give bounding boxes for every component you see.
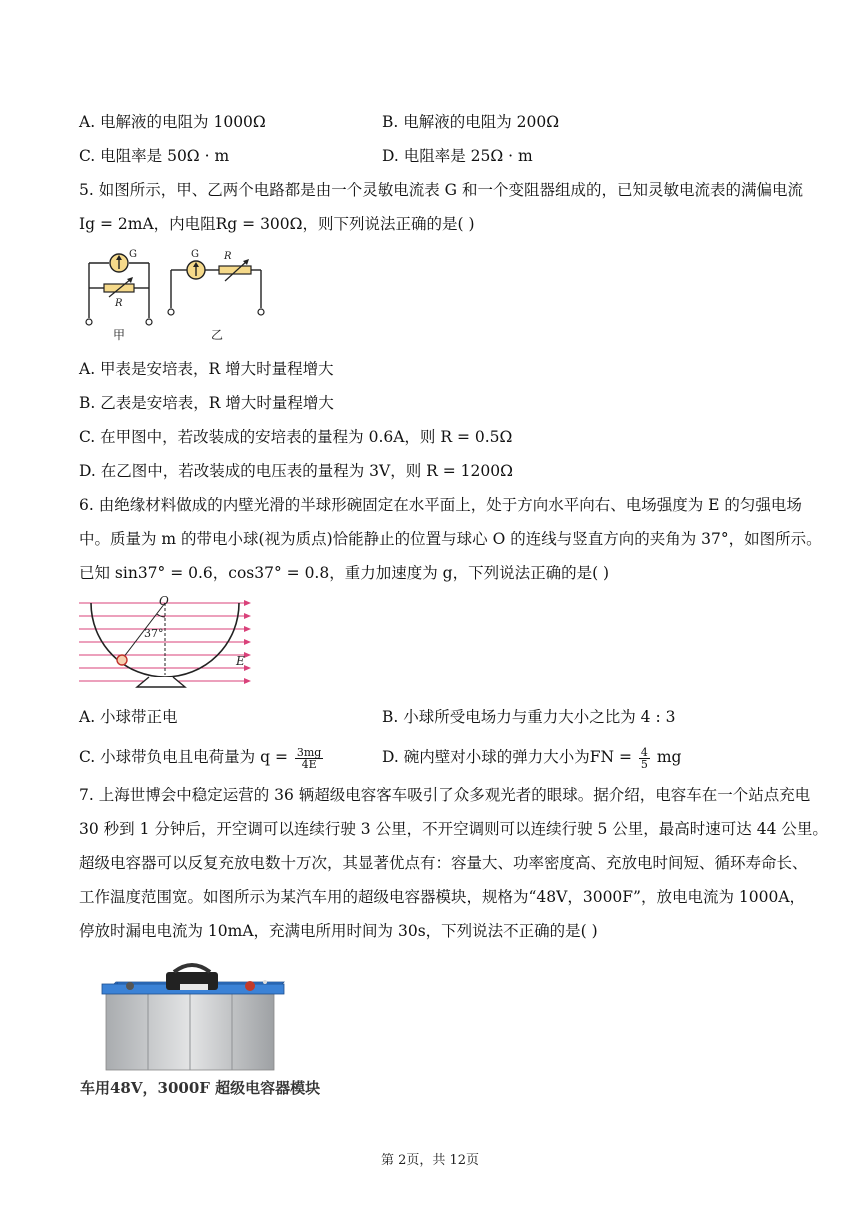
rheostat-icon xyxy=(104,284,134,292)
q6-option-d xyxy=(382,741,681,773)
bowl-base xyxy=(137,677,185,687)
q6-bowl-figure xyxy=(79,595,254,695)
q4-option-c: C. 电阻率是 50Ω · m xyxy=(79,147,230,165)
fraction-numerator: 3mg xyxy=(296,745,322,759)
q4-option-a: A. 电解液的电阻为 1000Ω xyxy=(79,113,266,131)
q5-option-b: B. 乙表是安培表，R 增大时量程增大 xyxy=(79,394,334,412)
q7-stem-line4: 工作温度范围宽。如图所示为某汽车用的超级电容器模块，规格为“48V，3000F”，放电电流为 1000A， xyxy=(79,888,806,906)
fraction-denominator: 5 xyxy=(640,757,648,771)
q5-option-a: A. 甲表是安培表，R 增大时量程增大 xyxy=(79,360,334,378)
q6-option-c-fraction xyxy=(295,747,323,770)
q6-option-a: A. 小球带正电 xyxy=(79,708,178,726)
label-r-yi: R xyxy=(224,251,232,262)
q6-option-d-tail: mg xyxy=(656,748,682,766)
q5-option-d: D. 在乙图中，若改装成的电压表的量程为 3V，则 R = 1200Ω xyxy=(79,462,513,480)
rheostat-icon-yi xyxy=(219,266,251,274)
q6-stem-line3: 已知 sin37° = 0.6，cos37° = 0.8，重力加速度为 g，下列说法正确的是( ) xyxy=(79,564,610,582)
q5-circuit-figure xyxy=(79,243,279,343)
q4-option-b: B. 电解液的电阻为 200Ω xyxy=(382,113,560,131)
label-yi: 乙 xyxy=(211,328,224,342)
q7-stem-line2: 30 秒到 1 分钟后，开空调可以连续行驶 3 公里，不开空调则可以连续行驶 5 公里，最高时速可达 44 公里。 xyxy=(79,820,828,838)
circuit-yi xyxy=(171,270,261,308)
fraction-denominator: 4E xyxy=(301,757,317,771)
q6-option-d-fraction xyxy=(639,747,650,770)
q7-stem-line1: 7. 上海世博会中稳定运营的 36 辆超级电容客车吸引了众多观光者的眼球。据介绍，电容车在一个站点充电 xyxy=(79,786,811,804)
q5-stem-line2: Ig = 2mA，内电阻Rg = 300Ω，则下列说法正确的是( ) xyxy=(79,215,475,233)
label-r-jia: R xyxy=(115,298,123,309)
q6-stem-line1: 6. 由绝缘材料做成的内壁光滑的半球形碗固定在水平面上，处于方向水平向右、电场强度为 E 的匀强电场 xyxy=(79,496,802,514)
fraction-numerator: 4 xyxy=(640,745,648,759)
page-footer: 第 2页，共 12页 xyxy=(380,1153,480,1168)
q7-figure-caption: 车用48V，3000F 超级电容器模块 xyxy=(80,1079,321,1097)
field-lines xyxy=(79,603,247,681)
label-o: O xyxy=(159,595,169,608)
q6-stem-line2: 中。质量为 m 的带电小球(视为质点)恰能静止的位置与球心 O 的连线与竖直方向的夹角为 37°，如图所示。 xyxy=(79,530,822,548)
label-g-jia: G xyxy=(129,249,137,260)
charged-ball xyxy=(117,655,127,665)
q6-option-c xyxy=(79,741,325,773)
q6-option-c-text: C. 小球带负电且电荷量为 q = xyxy=(79,748,288,766)
label-e: E xyxy=(236,654,245,668)
q6-option-b: B. 小球所受电场力与重力大小之比为 4 : 3 xyxy=(382,708,676,726)
q4-option-d: D. 电阻率是 25Ω · m xyxy=(382,147,533,165)
label-angle: 37° xyxy=(144,627,164,640)
supercapacitor-module-image xyxy=(100,962,285,1074)
label-jia: 甲 xyxy=(113,328,126,342)
q6-option-d-text: D. 碗内壁对小球的弹力大小为FN = xyxy=(382,748,632,766)
q5-option-c: C. 在甲图中，若改装成的安培表的量程为 0.6A，则 R = 0.5Ω xyxy=(79,428,513,446)
q5-stem-line1: 5. 如图所示，甲、乙两个电路都是由一个灵敏电流表 G 和一个变阻器组成的，已知灵敏电流表的满偏电流 xyxy=(79,181,803,199)
q7-stem-line5: 停放时漏电电流为 10mA，充满电所用时间为 30s，下列说法不正确的是( ) xyxy=(79,922,598,940)
q7-stem-line3: 超级电容器可以反复充放电数十万次，其显著优点有：容量大、功率密度高、充放电时间短、循环寿命长、 xyxy=(79,854,808,872)
label-g-yi: G xyxy=(191,249,199,260)
